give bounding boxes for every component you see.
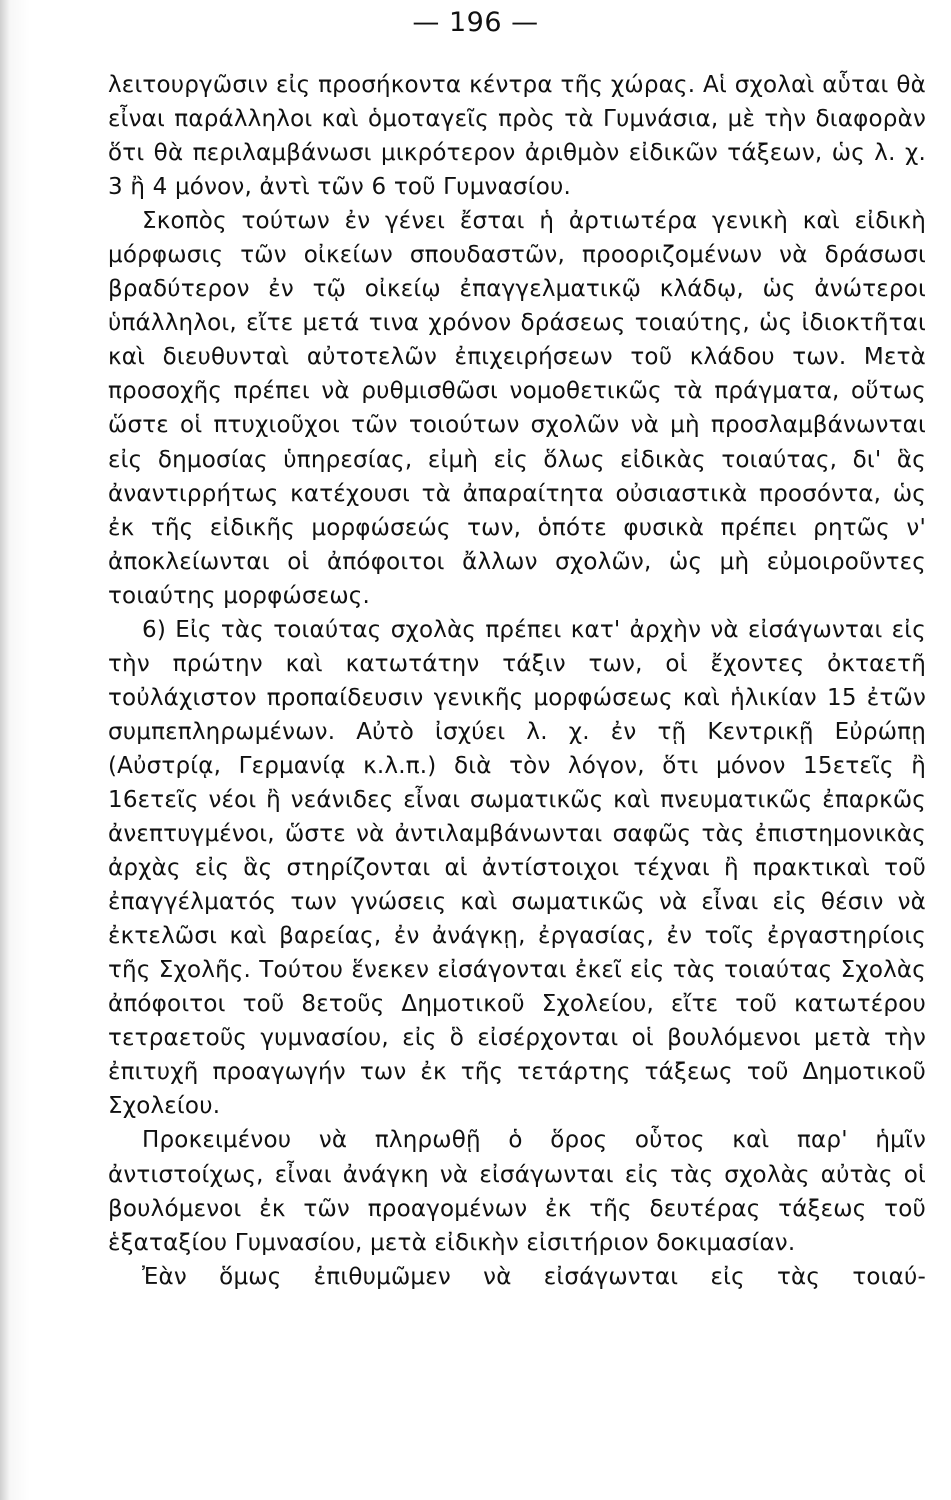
paragraph-1: λειτουργῶσιν εἰς προσήκοντα κέντρα τῆς χώρας. Αἱ σχολαὶ αὗται θὰ εἶναι παράλληλοι καὶ ὁμοταγεῖς πρὸς τὰ Γυμνάσια, μὲ τὴν διαφορὰν ὅτι θὰ περιλαμβάνωσι μικρότερον ἀριθμὸν εἰδικῶν τάξεων, ὡς λ. χ. 3 ἢ 4 μόνον, ἀντὶ τῶν 6 τοῦ Γυμνασίου. (108, 72, 926, 201)
body-text (108, 68, 926, 1294)
paragraph-3: 6) Εἰς τὰς τοιαύτας σχολὰς πρέπει κατ' ἀρχὴν νὰ εἰσάγωνται εἰς τὴν πρώτην καὶ κατωτάτην τάξιν των, οἱ ἔχοντες ὀκταετῆ τοὐλάχιστον προπαίδευσιν γενικῆς μορφώσεως καὶ ἡλικίαν 15 ἐτῶν συμπεπληρωμένων. Αὐτὸ ἰσχύει λ. χ. ἐν τῇ Κεντρικῇ Εὐρώπῃ (Αὐστρίᾳ, Γερμανίᾳ κ.λ.π.) διὰ τὸν λόγον, ὅτι μόνον 15ετεῖς ἢ 16ετεῖς νέοι ἢ νεάνιδες εἶναι σωματικῶς καὶ πνευματικῶς ἐπαρκῶς ἀνεπτυγμένοι, ὥστε νὰ ἀντιλαμβάνωνται σαφῶς τὰς ἐπιστημονικὰς ἀρχὰς εἰς ἃς στηρίζονται αἱ ἀντίστοιχοι τέχναι ἢ πρακτικαὶ τοῦ ἐπαγγέλματός των γνώσεις καὶ σωματικῶς νὰ εἶναι εἰς θέσιν νὰ ἐκτελῶσι καὶ βαρείας, ἐν ἀνάγκῃ, ἐργασίας, ἐν τοῖς ἐργαστηρίοις τῆς Σχολῆς. Τούτου ἕνεκεν εἰσάγονται ἐκεῖ εἰς τὰς τοιαύτας Σχολὰς ἀπόφοιτοι τοῦ 8ετοῦς Δημοτικοῦ Σχολείου, εἴτε τοῦ κατωτέρου τετραετοῦς γυμνασίου, εἰς ὃ εἰσέρχονται οἱ βουλόμενοι μετὰ τὴν ἐπιτυχῆ προαγωγήν των ἐκ τῆς τετάρτης τάξεως τοῦ Δημοτικοῦ Σχολείου. (108, 616, 926, 1120)
paragraph-2: Σκοπὸς τούτων ἐν γένει ἔσται ἡ ἀρτιωτέρα γενικὴ καὶ εἰδικὴ μόρφωσις τῶν οἰκείων σπουδαστῶν, προοριζομένων νὰ δράσωσι βραδύτερον ἐν τῷ οἰκείῳ ἐπαγγελματικῷ κλάδῳ, ὡς ἀνώτεροι ὑπάλληλοι, εἴτε μετά τινα χρόνον δράσεως τοιαύτης, ὡς ἰδιοκτῆται καὶ διευθυνταὶ αὐτοτελῶν ἐπιχειρήσεων τοῦ κλάδου των. Μετὰ προσοχῆς πρέπει νὰ ρυθμισθῶσι νομοθετικῶς τὰ πράγματα, οὕτως ὥστε οἱ πτυχιοῦχοι τῶν τοιούτων σχολῶν νὰ μὴ προσλαμβάνωνται εἰς δημοσίας ὑπηρεσίας, εἰμὴ εἰς ὅλως εἰδικὰς τοιαύτας, δι' ἃς ἀναντιρρήτως κατέχουσι τὰ ἀπαραίτητα οὐσιαστικὰ προσόντα, ὡς ἐκ τῆς εἰδικῆς μορφώσεώς των, ὁπότε φυσικὰ πρέπει ρητῶς ν' ἀποκλείωνται οἱ ἀπόφοιτοι ἄλλων σχολῶν, ὡς μὴ εὐμοιροῦντες τοιαύτης μορφώσεως. (108, 208, 926, 609)
paragraph-5: Ἐὰν ὅμως ἐπιθυμῶμεν νὰ εἰσάγωνται εἰς τὰς τοιαύ- (142, 1263, 926, 1290)
page-number: — 196 — (412, 7, 539, 38)
paragraph-4: Προκειμένου νὰ πληρωθῇ ὁ ὅρος οὗτος καὶ παρ' ἡμῖν ἀντιστοίχως, εἶναι ἀνάγκη νὰ εἰσάγωνται εἰς τὰς σχολὰς αὐτὰς οἱ βουλόμενοι ἐκ τῶν προαγομένων ἐκ τῆς δευτέρας τάξεως τοῦ ἑξαταξίου Γυμνασίου, μετὰ εἰδικὴν εἰσιτήριον δοκιμασίαν. (108, 1127, 926, 1256)
